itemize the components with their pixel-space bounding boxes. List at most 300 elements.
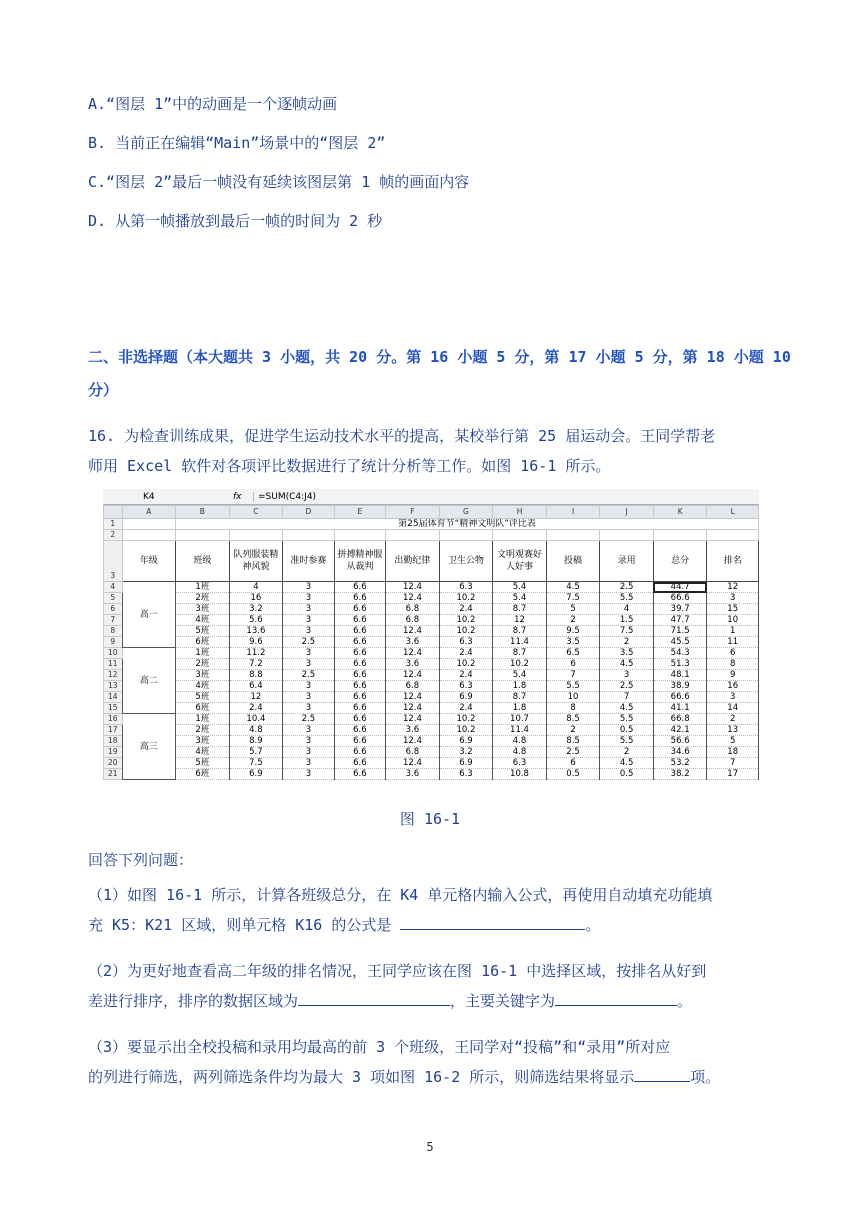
cell[interactable]: 6.3: [439, 637, 493, 648]
cell[interactable]: 6.6: [334, 692, 385, 703]
cell[interactable]: 11.2: [229, 648, 283, 659]
cell[interactable]: 8.7: [493, 648, 547, 659]
header-cell[interactable]: 卫生公物: [439, 541, 493, 582]
column-header[interactable]: B: [176, 506, 230, 519]
cell[interactable]: 7.5: [546, 593, 600, 604]
cell[interactable]: 1: [707, 626, 759, 637]
figure-caption: 图 16-1: [399, 810, 461, 828]
excel-screenshot: [103, 489, 759, 796]
answer-blank-3[interactable]: [555, 991, 677, 1006]
cell[interactable]: 2.5: [600, 681, 654, 692]
cell[interactable]: 6.6: [334, 703, 385, 714]
cell[interactable]: 66.6: [653, 593, 707, 604]
cell[interactable]: 3: [283, 604, 334, 615]
cell[interactable]: 6.3: [439, 681, 493, 692]
cell[interactable]: 5班: [176, 758, 230, 769]
cell[interactable]: 12.4: [386, 714, 440, 725]
cell[interactable]: 47.7: [653, 615, 707, 626]
cell[interactable]: 54.3: [653, 648, 707, 659]
cell[interactable]: 6.3: [493, 758, 547, 769]
cell[interactable]: 3.5: [546, 637, 600, 648]
q2-end: 。: [677, 992, 693, 1010]
cell[interactable]: 7: [707, 758, 759, 769]
row-header[interactable]: 21: [104, 769, 123, 780]
cell[interactable]: 6.6: [334, 659, 385, 670]
cell[interactable]: 51.3: [653, 659, 707, 670]
cell[interactable]: 6.5: [546, 648, 600, 659]
cell[interactable]: 17: [707, 769, 759, 780]
cell[interactable]: 12.4: [386, 736, 440, 747]
cell[interactable]: 3班: [176, 604, 230, 615]
cell[interactable]: 6.6: [334, 582, 385, 593]
table-row: [104, 659, 759, 670]
column-header[interactable]: G: [439, 506, 493, 519]
header-cell[interactable]: 出勤纪律: [386, 541, 440, 582]
cell[interactable]: 3: [283, 626, 334, 637]
cell[interactable]: 8.5: [546, 736, 600, 747]
cell[interactable]: 6.9: [439, 736, 493, 747]
cell[interactable]: 3班: [176, 670, 230, 681]
column-header[interactable]: H: [493, 506, 547, 519]
cell[interactable]: 2.4: [439, 670, 493, 681]
cell[interactable]: 5.4: [493, 582, 547, 593]
cell[interactable]: 3: [283, 648, 334, 659]
cell[interactable]: 6: [707, 648, 759, 659]
cell[interactable]: 6: [546, 659, 600, 670]
row-header[interactable]: 15: [104, 703, 123, 714]
cell[interactable]: 2.4: [439, 604, 493, 615]
answer-blank-2[interactable]: [298, 991, 450, 1006]
cell[interactable]: 34.6: [653, 747, 707, 758]
cell[interactable]: 2.4: [439, 703, 493, 714]
cell[interactable]: 12.4: [386, 648, 440, 659]
cell[interactable]: 3: [283, 593, 334, 604]
cell[interactable]: 13: [707, 725, 759, 736]
cell[interactable]: 66.8: [653, 714, 707, 725]
cell[interactable]: 8.7: [493, 692, 547, 703]
cell[interactable]: 4.5: [546, 582, 600, 593]
cell[interactable]: 4: [229, 582, 283, 593]
cell[interactable]: 6.6: [334, 725, 385, 736]
cell[interactable]: 6.3: [439, 769, 493, 780]
cell[interactable]: 3: [283, 758, 334, 769]
row-header[interactable]: 13: [104, 681, 123, 692]
cell[interactable]: 71.5: [653, 626, 707, 637]
table-row: [104, 725, 759, 736]
cell[interactable]: 6.8: [386, 615, 440, 626]
cell[interactable]: [707, 530, 759, 541]
answer-prompt: 回答下列问题：: [88, 851, 194, 869]
cell[interactable]: 14: [707, 703, 759, 714]
cell[interactable]: 3: [283, 681, 334, 692]
cell[interactable]: 0.5: [600, 769, 654, 780]
cell[interactable]: 2班: [176, 593, 230, 604]
cell[interactable]: 9.5: [546, 626, 600, 637]
cell[interactable]: 8.5: [546, 714, 600, 725]
cell[interactable]: 12.4: [386, 692, 440, 703]
cell[interactable]: 10.2: [439, 593, 493, 604]
row-header[interactable]: 1: [104, 519, 123, 530]
header-cell[interactable]: 投稿: [546, 541, 600, 582]
cell[interactable]: 6班: [176, 769, 230, 780]
grade-cell[interactable]: 高三: [122, 714, 176, 780]
cell[interactable]: 6.6: [334, 758, 385, 769]
row-header[interactable]: 4: [104, 582, 123, 593]
cell[interactable]: 66.6: [653, 692, 707, 703]
cell[interactable]: 6.6: [334, 769, 385, 780]
cell[interactable]: 7: [546, 670, 600, 681]
cell[interactable]: 4.8: [493, 747, 547, 758]
column-header[interactable]: J: [600, 506, 654, 519]
answer-blank-1[interactable]: [400, 915, 585, 930]
column-header[interactable]: A: [122, 506, 176, 519]
cell[interactable]: 6班: [176, 637, 230, 648]
cell[interactable]: 6.8: [386, 747, 440, 758]
cell[interactable]: 6.6: [334, 615, 385, 626]
cell[interactable]: 3.5: [600, 648, 654, 659]
cell[interactable]: 3: [283, 692, 334, 703]
cell[interactable]: 6.3: [439, 582, 493, 593]
header-cell[interactable]: 队列服装精神风貌: [229, 541, 283, 582]
row-header[interactable]: 11: [104, 659, 123, 670]
cell[interactable]: 8.7: [493, 626, 547, 637]
question-16-intro: [88, 421, 778, 481]
cell[interactable]: 2班: [176, 725, 230, 736]
cell[interactable]: 2.4: [439, 648, 493, 659]
cell[interactable]: 2班: [176, 659, 230, 670]
cell[interactable]: 9.6: [229, 637, 283, 648]
cell[interactable]: 9: [707, 670, 759, 681]
header-cell[interactable]: 录用: [600, 541, 654, 582]
cell[interactable]: 3: [283, 615, 334, 626]
column-header[interactable]: E: [334, 506, 385, 519]
row-header[interactable]: 10: [104, 648, 123, 659]
cell[interactable]: 3.2: [229, 604, 283, 615]
cell[interactable]: 10.2: [439, 626, 493, 637]
cell[interactable]: 10.2: [493, 659, 547, 670]
cell[interactable]: 4.8: [229, 725, 283, 736]
row-header[interactable]: 14: [104, 692, 123, 703]
cell[interactable]: 6.8: [386, 604, 440, 615]
header-cell[interactable]: 年级: [122, 541, 176, 582]
cell[interactable]: 4: [600, 604, 654, 615]
cell[interactable]: 2.5: [546, 747, 600, 758]
cell[interactable]: 1班: [176, 714, 230, 725]
cell[interactable]: 0.5: [546, 769, 600, 780]
cell[interactable]: 18: [707, 747, 759, 758]
section-heading: [88, 346, 791, 400]
option-c: C.“图层 2”最后一帧没有延续该图层第 1 帧的画面内容: [88, 173, 470, 191]
cell[interactable]: 10.8: [493, 769, 547, 780]
column-header[interactable]: K: [653, 506, 707, 519]
row-header[interactable]: 16: [104, 714, 123, 725]
q2-line2: [88, 986, 778, 1016]
cell[interactable]: 10: [707, 615, 759, 626]
cell[interactable]: 2: [546, 725, 600, 736]
q1-end: 。: [585, 916, 601, 934]
cell[interactable]: 6.6: [334, 593, 385, 604]
cell[interactable]: 11.4: [493, 637, 547, 648]
cell[interactable]: 13.6: [229, 626, 283, 637]
cell[interactable]: 10.2: [439, 659, 493, 670]
cell[interactable]: [122, 530, 176, 541]
cell[interactable]: [546, 530, 600, 541]
cell[interactable]: 4班: [176, 681, 230, 692]
cell[interactable]: 15: [707, 604, 759, 615]
cell[interactable]: 42.1: [653, 725, 707, 736]
cell[interactable]: 16: [707, 681, 759, 692]
cell[interactable]: [176, 530, 230, 541]
option-a: A.“图层 1”中的动画是一个逐帧动画: [88, 95, 338, 113]
cell[interactable]: 5班: [176, 692, 230, 703]
cell[interactable]: 39.7: [653, 604, 707, 615]
cell[interactable]: 2.4: [229, 703, 283, 714]
fx-icon: fx: [233, 491, 242, 502]
cell[interactable]: 2.5: [600, 582, 654, 593]
cell[interactable]: 3: [707, 692, 759, 703]
cell[interactable]: 3: [283, 769, 334, 780]
cell[interactable]: 5.7: [229, 747, 283, 758]
sheet-title-cell[interactable]: 第25届体育节“精神文明队”评比表: [176, 519, 759, 530]
table-row: [104, 519, 759, 530]
cell[interactable]: 5班: [176, 626, 230, 637]
cell[interactable]: 12: [229, 692, 283, 703]
grade-cell[interactable]: 高一: [122, 582, 176, 648]
formula-text: =SUM(C4:J4): [253, 492, 316, 502]
cell[interactable]: 48.1: [653, 670, 707, 681]
cell[interactable]: 4.5: [600, 703, 654, 714]
cell[interactable]: 6.6: [334, 626, 385, 637]
cell[interactable]: 8.8: [229, 670, 283, 681]
cell[interactable]: 6.6: [334, 736, 385, 747]
cell[interactable]: 12.4: [386, 582, 440, 593]
cell[interactable]: 3.6: [386, 725, 440, 736]
cell[interactable]: 6.6: [334, 681, 385, 692]
cell[interactable]: 3: [283, 736, 334, 747]
q3-line1: （3）要显示出全校投稿和录用均最高的前 3 个班级，王同学对“投稿”和“录用”所对应: [88, 1038, 671, 1056]
cell[interactable]: 38.2: [653, 769, 707, 780]
row-header[interactable]: 6: [104, 604, 123, 615]
cell[interactable]: 3: [283, 725, 334, 736]
cell[interactable]: 10.4: [229, 714, 283, 725]
table-row: [104, 615, 759, 626]
cell[interactable]: 2: [546, 615, 600, 626]
question-1: [88, 880, 778, 940]
q16-line1: 16. 为检查训练成果，促进学生运动技术水平的提高，某校举行第 25 届运动会。王同学帮老: [88, 427, 716, 445]
cell[interactable]: 2.5: [283, 714, 334, 725]
cell[interactable]: 2.5: [283, 637, 334, 648]
cell[interactable]: 6.6: [334, 604, 385, 615]
row-header[interactable]: 8: [104, 626, 123, 637]
cell[interactable]: 2: [707, 714, 759, 725]
grade-cell[interactable]: 高二: [122, 648, 176, 714]
cell[interactable]: 4.5: [600, 659, 654, 670]
cell[interactable]: 7.5: [229, 758, 283, 769]
question-2: [88, 956, 778, 1016]
header-cell[interactable]: 文明观赛好人好事: [493, 541, 547, 582]
table-row: [104, 747, 759, 758]
cell[interactable]: 16: [229, 593, 283, 604]
cell[interactable]: 4.5: [600, 758, 654, 769]
cell[interactable]: 6.9: [229, 769, 283, 780]
cell[interactable]: 2.5: [283, 670, 334, 681]
row-header[interactable]: 5: [104, 593, 123, 604]
cell[interactable]: 10.2: [439, 725, 493, 736]
column-header[interactable]: F: [386, 506, 440, 519]
cell[interactable]: 6.9: [439, 692, 493, 703]
header-cell[interactable]: 总分: [653, 541, 707, 582]
q3-line2: [88, 1062, 778, 1092]
column-header[interactable]: C: [229, 506, 283, 519]
cell[interactable]: 6班: [176, 703, 230, 714]
table-row: [104, 758, 759, 769]
cell[interactable]: 5: [546, 604, 600, 615]
cell[interactable]: 12.4: [386, 758, 440, 769]
cell[interactable]: 11.4: [493, 725, 547, 736]
answer-blank-4[interactable]: [634, 1067, 690, 1082]
cell[interactable]: 7.5: [600, 626, 654, 637]
cell[interactable]: [122, 519, 176, 530]
cell[interactable]: 5.5: [600, 736, 654, 747]
q2-text-b: ，主要关键字为: [450, 992, 556, 1010]
cell[interactable]: 8.9: [229, 736, 283, 747]
cell[interactable]: 4班: [176, 747, 230, 758]
cell[interactable]: 12.4: [386, 703, 440, 714]
row-header[interactable]: 3: [104, 541, 123, 582]
cell[interactable]: 12: [493, 615, 547, 626]
table-row: [104, 604, 759, 615]
cell[interactable]: 1.5: [600, 615, 654, 626]
select-all-corner[interactable]: [104, 506, 123, 519]
table-row: [104, 582, 759, 593]
cell[interactable]: 3: [600, 670, 654, 681]
header-cell[interactable]: 排名: [707, 541, 759, 582]
cell[interactable]: 6.6: [334, 648, 385, 659]
cell[interactable]: 3.2: [439, 747, 493, 758]
row-header[interactable]: 2: [104, 530, 123, 541]
cell[interactable]: 3: [283, 582, 334, 593]
cell[interactable]: 10.2: [439, 714, 493, 725]
cell[interactable]: 6.8: [386, 681, 440, 692]
cell[interactable]: 4.8: [493, 736, 547, 747]
cell[interactable]: 10.2: [439, 615, 493, 626]
cell[interactable]: 3: [707, 593, 759, 604]
cell[interactable]: 8: [546, 703, 600, 714]
cell[interactable]: 1.8: [493, 681, 547, 692]
cell[interactable]: 8: [707, 659, 759, 670]
cell[interactable]: 6.6: [334, 637, 385, 648]
table-row: [104, 593, 759, 604]
cell[interactable]: 12.4: [386, 593, 440, 604]
table-row: [104, 714, 759, 725]
page-number: 5: [426, 1140, 434, 1154]
header-cell[interactable]: 班级: [176, 541, 230, 582]
cell[interactable]: 7.2: [229, 659, 283, 670]
table-row: [104, 530, 759, 541]
q2-text-a: 差进行排序，排序的数据区域为: [88, 992, 299, 1010]
cell[interactable]: 6.9: [439, 758, 493, 769]
table-row: [104, 692, 759, 703]
row-header[interactable]: 18: [104, 736, 123, 747]
cell[interactable]: 3班: [176, 736, 230, 747]
cell[interactable]: [334, 530, 385, 541]
row-header[interactable]: 12: [104, 670, 123, 681]
cell[interactable]: 10: [546, 692, 600, 703]
cell[interactable]: 6.6: [334, 670, 385, 681]
cell[interactable]: [493, 530, 547, 541]
cell[interactable]: 1班: [176, 648, 230, 659]
cell[interactable]: 5.5: [546, 681, 600, 692]
cell[interactable]: 6.6: [334, 714, 385, 725]
cell[interactable]: 5.4: [493, 593, 547, 604]
cell[interactable]: 56.6: [653, 736, 707, 747]
cell[interactable]: 12.4: [386, 670, 440, 681]
cell[interactable]: 2: [600, 747, 654, 758]
cell[interactable]: [439, 530, 493, 541]
cell[interactable]: 3.6: [386, 769, 440, 780]
cell[interactable]: 5.5: [600, 714, 654, 725]
cell[interactable]: [653, 530, 707, 541]
formula-bar: [103, 489, 759, 505]
column-header[interactable]: D: [283, 506, 334, 519]
row-header[interactable]: 19: [104, 747, 123, 758]
column-header[interactable]: L: [707, 506, 759, 519]
header-cell[interactable]: 拼搏精神服从裁判: [334, 541, 385, 582]
row-header[interactable]: 17: [104, 725, 123, 736]
cell[interactable]: 41.1: [653, 703, 707, 714]
cell[interactable]: 6.6: [334, 747, 385, 758]
cell[interactable]: 2: [600, 637, 654, 648]
cell[interactable]: 5.5: [600, 593, 654, 604]
cell[interactable]: 10.7: [493, 714, 547, 725]
cell[interactable]: 1班: [176, 582, 230, 593]
cell[interactable]: 3.6: [386, 637, 440, 648]
row-header[interactable]: 9: [104, 637, 123, 648]
cell[interactable]: 3: [283, 703, 334, 714]
name-box: K4: [143, 491, 155, 502]
cell[interactable]: 5: [707, 736, 759, 747]
cell[interactable]: 4班: [176, 615, 230, 626]
cell[interactable]: [229, 530, 283, 541]
row-header[interactable]: 20: [104, 758, 123, 769]
table-row: [104, 626, 759, 637]
selected-cell-k4[interactable]: 44.7: [653, 582, 707, 593]
cell[interactable]: 7: [600, 692, 654, 703]
cell[interactable]: [600, 530, 654, 541]
cell[interactable]: 6.4: [229, 681, 283, 692]
cell[interactable]: 45.5: [653, 637, 707, 648]
cell[interactable]: 38.9: [653, 681, 707, 692]
cell[interactable]: 5.4: [493, 670, 547, 681]
cell[interactable]: [283, 530, 334, 541]
cell[interactable]: [386, 530, 440, 541]
cell[interactable]: 12: [707, 582, 759, 593]
cell[interactable]: 1.8: [493, 703, 547, 714]
cell[interactable]: 53.2: [653, 758, 707, 769]
cell[interactable]: 8.7: [493, 604, 547, 615]
cell[interactable]: 3: [283, 659, 334, 670]
cell[interactable]: 12.4: [386, 626, 440, 637]
cell[interactable]: 11: [707, 637, 759, 648]
cell[interactable]: 5.6: [229, 615, 283, 626]
column-header[interactable]: I: [546, 506, 600, 519]
row-header[interactable]: 7: [104, 615, 123, 626]
cell[interactable]: 6: [546, 758, 600, 769]
cell[interactable]: 3: [283, 747, 334, 758]
cell[interactable]: 0.5: [600, 725, 654, 736]
header-cell[interactable]: 准时参赛: [283, 541, 334, 582]
cell[interactable]: 3.6: [386, 659, 440, 670]
